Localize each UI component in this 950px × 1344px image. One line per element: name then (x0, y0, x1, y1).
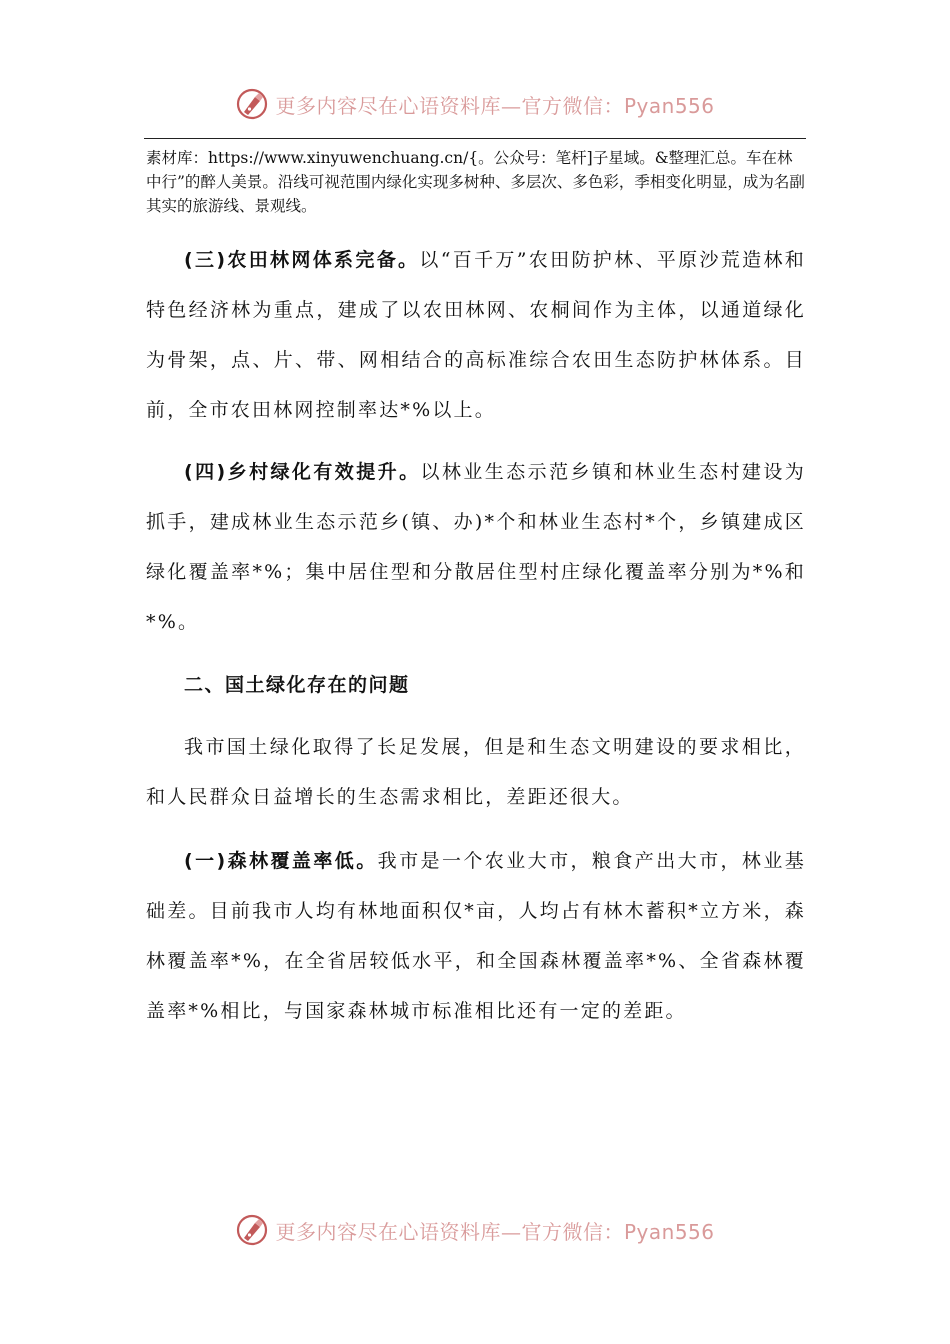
paragraph-forest-coverage: (一)森林覆盖率低。我市是一个农业大市，粮食产出大市，林业基础差。目前我市人均有林地面积仅*亩，人均占有林木蓄积*立方米，森林覆盖率*%，在全省居较低水平，和全国森林覆盖率*%、全省森林覆盖率*%相比，与国家森林城市标准相比还有一定的差距。 (146, 850, 806, 1022)
header-note: 素材库：https://www.xinyuwenchuang.cn/{。公众号：笔杆]子星域。&整理汇总。车在林中行”的醉人美景。沿线可视范围内绿化实现多树种、多层次、多色彩，季相变化明显，成为名副其实的旅游线、景观线。 (146, 149, 805, 215)
banner-text: 更多内容尽在心语资料库—官方微信：Pyan556 (275, 1219, 715, 1244)
paragraph-problems-intro: 我市国土绿化取得了长足发展，但是和生态文明建设的要求相比，和人民群众日益增长的生态需求相比，差距还很大。 (146, 736, 806, 808)
footer-banner (0, 1210, 950, 1250)
banner-text: 更多内容尽在心语资料库—官方微信：Pyan556 (275, 93, 715, 118)
header-divider (144, 138, 806, 139)
pen-nib-logo-icon (235, 87, 269, 121)
header-banner (0, 84, 950, 124)
pen-nib-logo-icon (235, 1213, 269, 1247)
section-heading: 二、国土绿化存在的问题 (184, 674, 410, 696)
paragraph-farmland-forest: (三)农田林网体系完备。以“百千万”农田防护林、平原沙荒造林和特色经济林为重点，建成了以农田林网、农桐间作为主体，以通道绿化为骨架，点、片、带、网相结合的高标准综合农田生态防护林体系。目前，全市农田林网控制率达*%以上。 (146, 249, 806, 421)
paragraph-rural-greening: (四)乡村绿化有效提升。以林业生态示范乡镇和林业生态村建设为抓手，建成林业生态示范乡(镇、办)*个和林业生态村*个，乡镇建成区绿化覆盖率*%；集中居住型和分散居住型村庄绿化覆盖率分别为*%和*%。 (146, 461, 806, 633)
